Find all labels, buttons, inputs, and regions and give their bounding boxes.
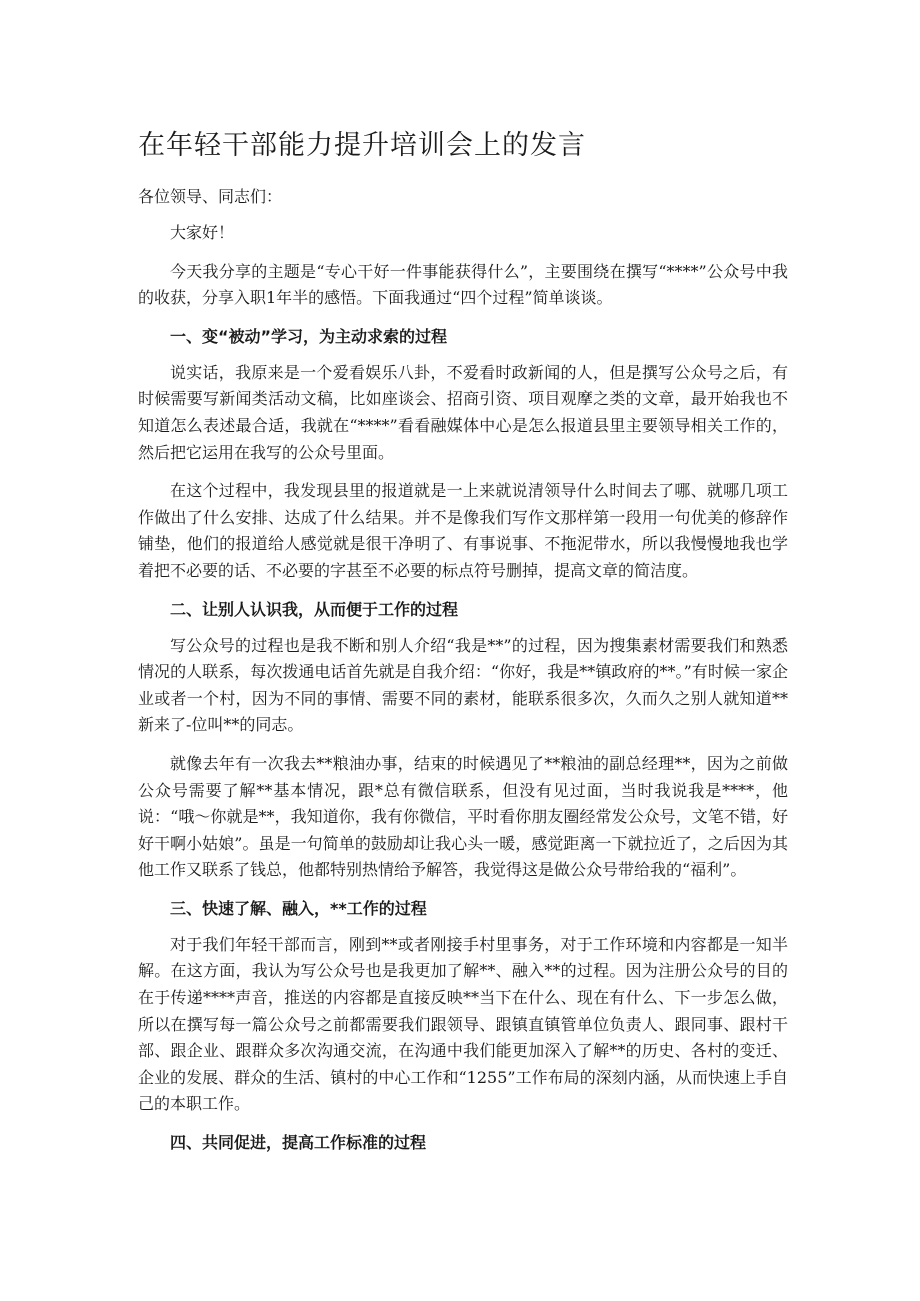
section-3-paragraph-1: 对于我们年轻干部而言，刚到**或者刚接手村里事务，对于工作环境和内容都是一知半解。在这方面，我认为写公众号也是我更加了解**、融入**的过程。因为注册公众号的目的在于传递****声音，推送的内容都是直接反映**当下在什么、现在有什么、下一步怎么做，所以在撰写每一篇公众号之前都需要我们跟领导、跟镇直镇管单位负责人、跟同事、跟村干部、跟企业、跟群众多次沟通交流，在沟通中我们能更加深入了解**的历史、各村的变迁、企业的发展、群众的生活、镇村的中心工作和“1255”工作布局的深刻内涵，从而快速上手自己的本职工作。 (138, 934, 788, 1114)
salutation: 各位领导、同志们： (138, 187, 283, 206)
section-heading-2: 二、让别人认识我，从而便于工作的过程 (170, 599, 459, 619)
greeting: 大家好！ (170, 223, 235, 242)
section-1-paragraph-2: 在这个过程中，我发现县里的报道就是一上来就说清领导什么时间去了哪、就哪几项工作做出了什么安排、达成了什么结果。并不是像我们写作文那样第一段用一句优美的修辞作铺垫，他们的报道给人感觉就是很干净明了、有事说事、不拖泥带水，所以我慢慢地我也学着把不必要的话、不必要的字甚至不必要的标点符号删掉，提高文章的简洁度。 (138, 481, 788, 580)
section-1-paragraph-1: 说实话，我原来是一个爱看娱乐八卦，不爱看时政新闻的人，但是撰写公众号之后，有时候需要写新闻类活动文稿，比如座谈会、招商引资、项目观摩之类的文章，最开始我也不知道怎么表述最合适，我就在“****”看看融媒体中心是怎么报道县里主要领导相关工作的，然后把它运用在我写的公众号里面。 (138, 362, 788, 462)
section-heading-3: 三、快速了解、融入，**工作的过程 (170, 898, 427, 918)
document-title: 在年轻干部能力提升培训会上的发言 (138, 130, 586, 161)
section-2-paragraph-2: 就像去年有一次我去**粮油办事，结束的时候遇见了**粮油的副总经理**，因为之前做公众号需要了解**基本情况，跟*总有微信联系，但没有见过面，当时我说我是****，他说：“哦～你就是**，我知道你，我有你微信，平时看你朋友圈经常发公众号，文笔不错，好好干啊小姑娘”。虽是一句简单的鼓励却让我心头一暖，感觉距离一下就拉近了，之后因为其他工作又联系了钱总，他都特别热情给予解答，我觉得这是做公众号带给我的“福利”。 (138, 753, 788, 880)
document-body (138, 126, 788, 1166)
intro-paragraph: 今天我分享的主题是“专心干好一件事能获得什么”，主要围绕在撰写“****”公众号中我的收获，分享入职1年半的感悟。下面我通过“四个过程”简单谈谈。 (138, 261, 788, 308)
section-heading-1: 一、变“被动”学习，为主动求索的过程 (170, 326, 448, 346)
section-2-paragraph-1: 写公众号的过程也是我不断和别人介绍“我是**”的过程，因为搜集素材需要我们和熟悉情况的人联系，每次拨通电话首先就是自我介绍：“你好，我是**镇政府的**。”有时候一家企业或者一个村，因为不同的事情、需要不同的素材，能联系很多次，久而久之别人就知道**新来了-位叫**的同志。 (138, 635, 788, 735)
section-heading-4: 四、共同促进，提高工作标准的过程 (170, 1133, 427, 1153)
